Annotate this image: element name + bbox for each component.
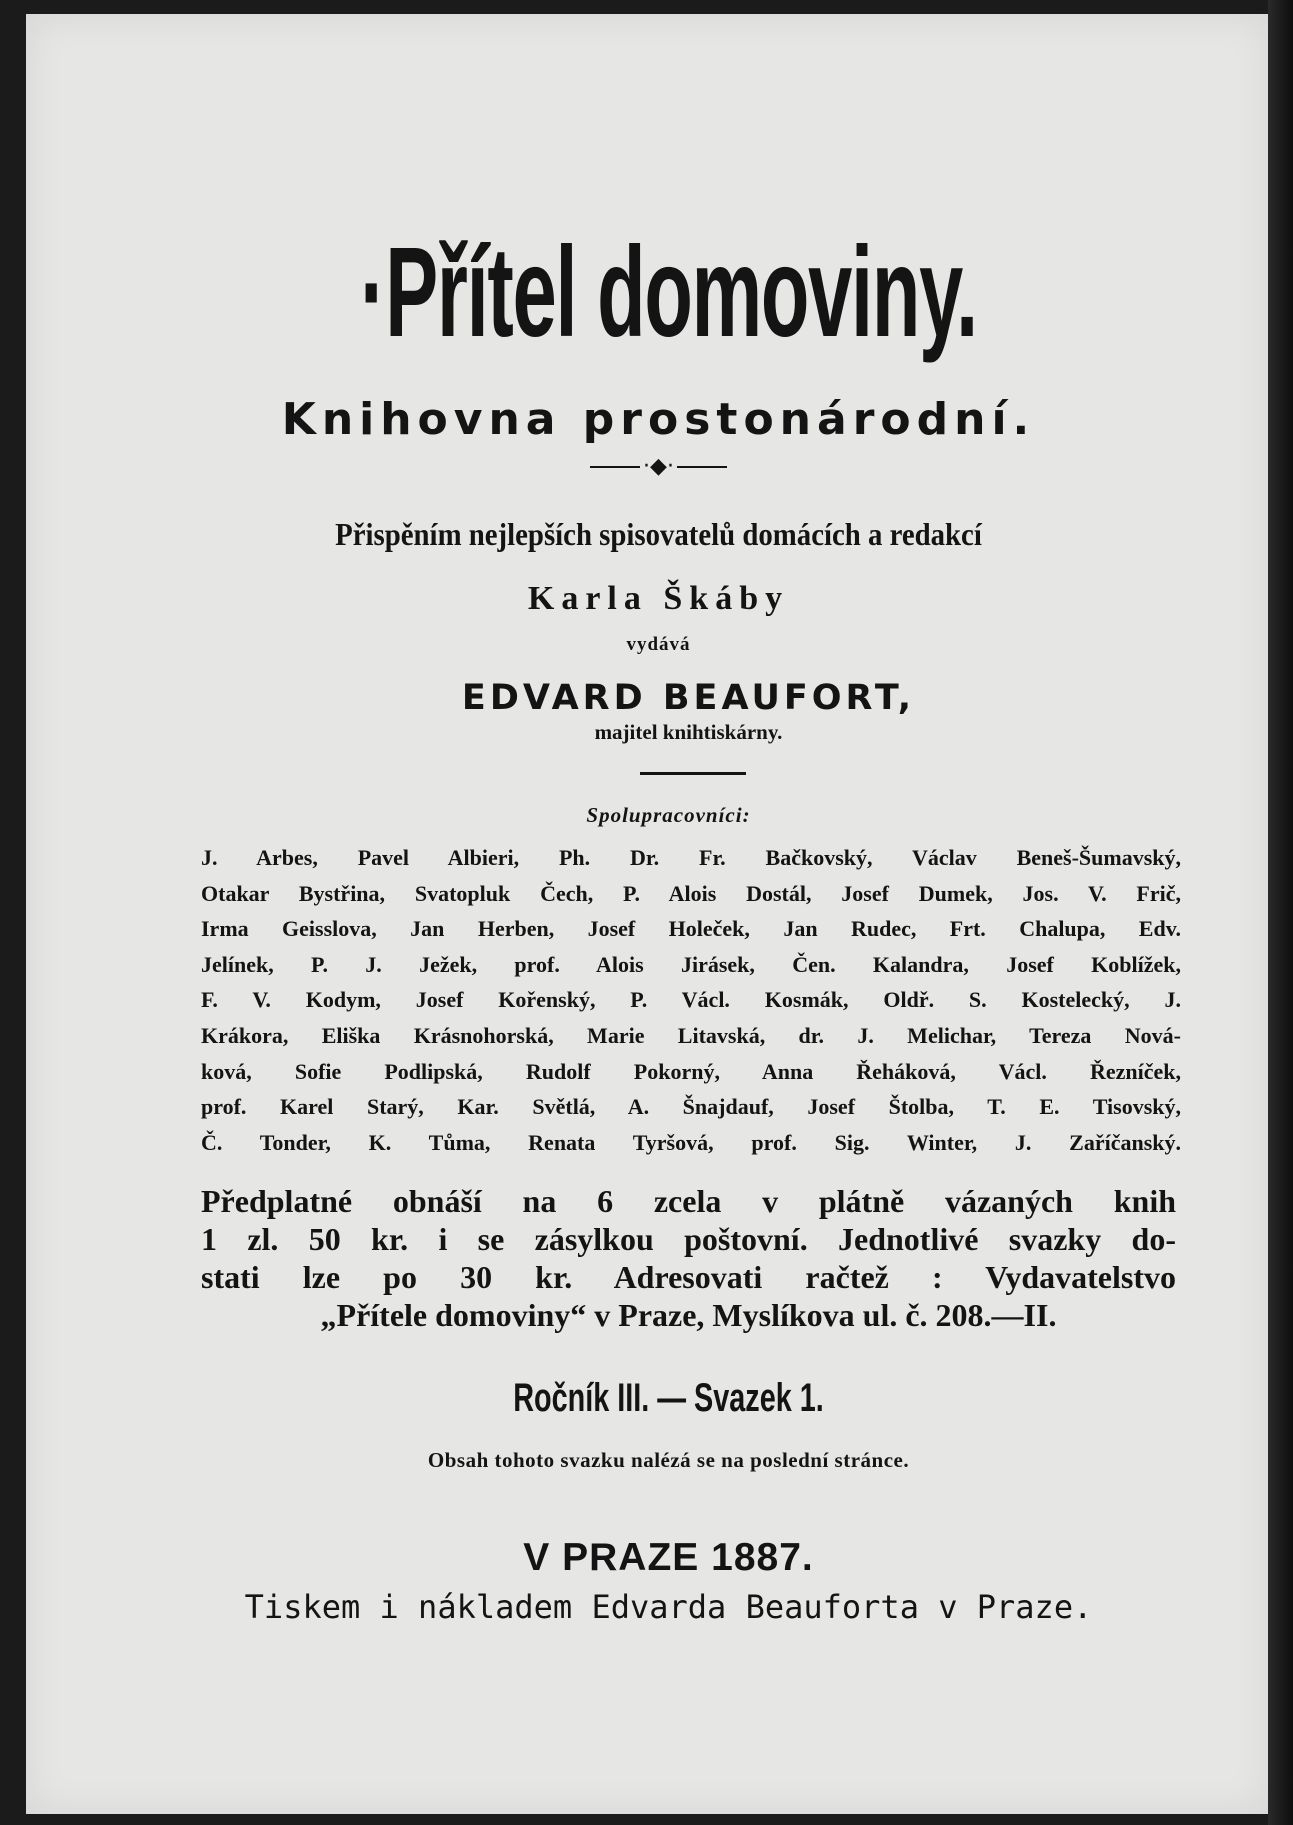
issued-by: vydává <box>626 634 691 655</box>
collaborators-line: Krákora, Eliška Krásnohorská, Marie Litavská, dr. J. Melichar, Tereza Nová- <box>201 1022 1181 1048</box>
collaborators-list <box>201 840 1181 1160</box>
printer-line: Tiskem i nákladem Edvarda Beauforta v Praze. <box>244 1588 1093 1626</box>
contents-note: Obsah tohoto svazku nalézá se na poslední stránce. <box>427 1448 910 1472</box>
collaborators-line: Otakar Bystřina, Svatopluk Čech, P. Alois Dostál, Josef Dumek, Jos. V. Frič, <box>201 880 1181 906</box>
collaborators-heading: Spolupracovníci: <box>586 803 751 827</box>
publisher-profession: majitel knihtiskárny. <box>594 720 783 744</box>
page-title: ·Přítel domoviny. <box>360 221 977 364</box>
subscription-info <box>201 1182 1176 1334</box>
collaborators-line: F. V. Kodym, Josef Kořenský, P. Václ. Kosmák, Oldř. S. Kostelecký, J. <box>201 987 1181 1013</box>
collaborators-line: J. Arbes, Pavel Albieri, Ph. Dr. Fr. Bačkovský, Václav Beneš-Šumavský, <box>201 845 1181 870</box>
subscription-line: „Přítele domoviny“ v Praze, Myslíkova ul. č. 208.—II. <box>320 1297 1057 1333</box>
editor-name: Karla Škáby <box>527 580 790 617</box>
collaborators-line: Jelínek, P. J. Ježek, prof. Alois Jirásek, Čen. Kalandra, Josef Koblížek, <box>201 951 1181 977</box>
collaborators-line: Č. Tonder, K. Tůma, Renata Tyršová, prof. Sig. Winter, J. Zaříčanský. <box>201 1129 1181 1155</box>
place-year: V PRAZE 1887. <box>523 1536 814 1579</box>
contribution-line: Přispěním nejlepších spisovatelů domácích a redakcí <box>335 516 982 552</box>
scan-edge <box>1268 0 1293 1825</box>
title-page <box>26 14 1271 1814</box>
collaborators-line: prof. Karel Starý, Kar. Světlá, A. Šnajdauf, Josef Štolba, T. E. Tisovský, <box>201 1094 1181 1120</box>
volume-line: Ročník III. — Svazek 1. <box>513 1376 824 1420</box>
section-divider <box>640 772 746 775</box>
subscription-line: 1 zl. 50 kr. i se zásylkou poštovní. Jednotlivé svazky do- <box>201 1221 1176 1257</box>
ornament-divider: ·◆· <box>36 454 1281 479</box>
subscription-line: stati lze po 30 kr. Adresovati račtež : Vydavatelstvo <box>201 1259 1176 1295</box>
collaborators-line: ková, Sofie Podlipská, Rudolf Pokorný, Anna Řeháková, Václ. Řezníček, <box>201 1058 1181 1084</box>
subscription-line: Předplatné obnáší na 6 zcela v plátně vázaných knih <box>201 1183 1176 1219</box>
publisher-name: EDVARD BEAUFORT, <box>461 678 916 718</box>
page-subtitle: Knihovna prostonárodní. <box>281 394 1036 445</box>
collaborators-line: Irma Geisslova, Jan Herben, Josef Holeček, Jan Rudec, Frt. Chalupa, Edv. <box>201 916 1181 942</box>
